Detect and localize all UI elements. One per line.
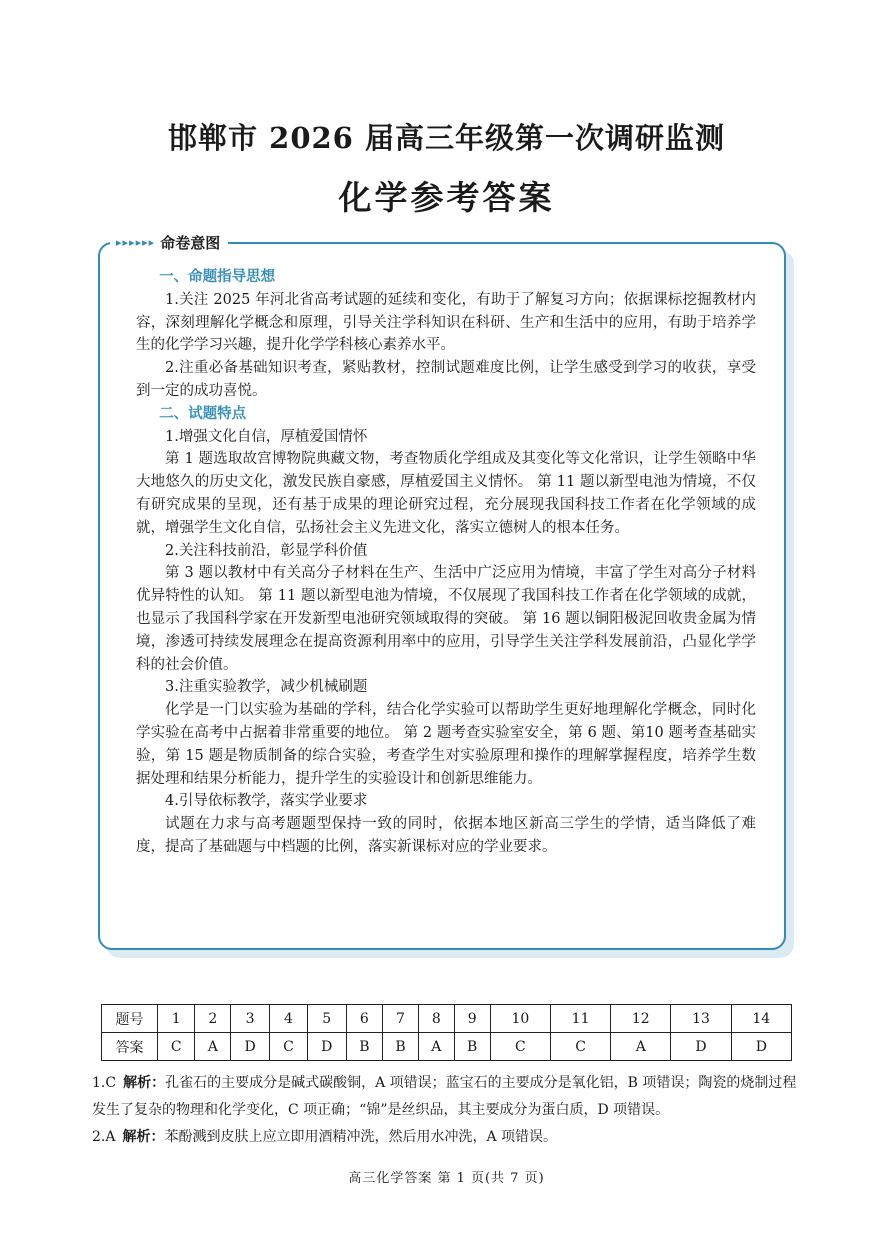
answer-cell: D: [231, 1033, 270, 1061]
table-row-answers: [102, 1033, 792, 1061]
answer-cell: A: [419, 1033, 455, 1061]
answer-cell: C: [270, 1033, 307, 1061]
explanation-label: 解析：: [122, 1129, 165, 1145]
page-subtitle: 化学参考答案: [338, 178, 555, 217]
section-heading: 二、试题特点: [159, 405, 247, 422]
paragraph: 4.引导依标教学，落实学业要求: [165, 793, 368, 810]
explanations: [92, 1070, 802, 1151]
explanation-text: 孔雀石的主要成分是碱式碳酸铜，A 项错误；蓝宝石的主要成分是氧化铝，B 项错误；陶瓷的烧制过程发生了复杂的物理和化学变化，C 项正确；“锦”是丝织品，其主要成分为蛋白质，D 项错误。: [92, 1075, 797, 1118]
answer-cell: C: [490, 1033, 550, 1061]
question-number-cell: 4: [270, 1005, 307, 1033]
question-number-cell: 10: [490, 1005, 550, 1033]
question-number-cell: 14: [731, 1005, 791, 1033]
explanation-item: [92, 1070, 802, 1124]
paragraph: 1.增强文化自信，厚植爱国情怀: [165, 428, 368, 445]
question-number-cell: 5: [307, 1005, 346, 1033]
paragraph: 2.注重必备基础知识考查，紧贴教材，控制试题难度比例，让学生感受到学习的收获，享受到一定的成功喜悦。: [136, 360, 756, 399]
page-footer: 高三化学答案 第 1 页(共 7 页): [348, 1171, 545, 1186]
paragraph: 第 3 题以教材中有关高分子材料在生产、生活中广泛应用为情境，丰富了学生对高分子材料优异特性的认知。 第 11 题以新型电池为情境，不仅展现了我国科技工作者在化学领域的成就，也显示了我国科学家在开发新型电池研究领域取得的突破。 第 16 题以铜阳极泥回收贵金属为情境，渗透可持续发展理念在提高资源利用率中的应用，引导学生关注学科发展前沿，凸显化学学科的社会价值。: [136, 565, 756, 673]
answer-cell: C: [158, 1033, 195, 1061]
paragraph: 第 1 题选取故宫博物院典藏文物，考查物质化学组成及其变化等文化常识，让学生领略中华大地悠久的历史文化，激发民族自豪感，厚植爱国主义情怀。 第 11 题以新型电池为情境，不仅有研究成果的呈现，还有基于成果的理论研究过程，充分展现我国科技工作者在化学领域的成就，增强学生文化自信，弘扬社会主义先进文化，落实立德树人的根本任务。: [136, 451, 756, 536]
answer-cell: A: [195, 1033, 231, 1061]
intent-label: 命卷意图: [160, 233, 221, 252]
arrow-decor-icon: ▸ ▸ ▸ ▸ ▸ ▸: [116, 235, 155, 249]
explanation-number: 1.C: [92, 1075, 117, 1091]
explanation-item: [92, 1124, 802, 1151]
section-heading: 一、命题指导思想: [159, 269, 276, 285]
paragraph: 3.注重实验教学，减少机械刷题: [165, 679, 368, 696]
table-row-numbers: [102, 1005, 792, 1033]
answer-cell: C: [550, 1033, 610, 1061]
answer-cell: D: [671, 1033, 731, 1061]
answer-cell: A: [611, 1033, 671, 1061]
question-number-cell: 13: [671, 1005, 731, 1033]
question-number-cell: 9: [454, 1005, 490, 1033]
table-header-cell: 答案: [102, 1033, 158, 1061]
explanation-text: 苯酚溅到皮肤上应立即用酒精冲洗，然后用水冲洗，A 项错误。: [164, 1129, 558, 1145]
answer-cell: D: [731, 1033, 791, 1061]
answer-table: [101, 1004, 792, 1061]
question-number-cell: 3: [231, 1005, 270, 1033]
paragraph: 化学是一门以实验为基础的学科，结合化学实验可以帮助学生更好地理解化学概念，同时化学实验在高考中占据着非常重要的地位。 第 2 题考查实验室安全，第 6 题、第10 题考查基础实验，第 15 题是物质制备的综合实验，考查学生对实验原理和操作的理解掌握程度，培养学生数据处理和结果分析能力，提升学生的实验设计和创新思维能力。: [136, 702, 756, 787]
question-number-cell: 1: [158, 1005, 195, 1033]
question-number-cell: 8: [419, 1005, 455, 1033]
intent-content: [136, 266, 756, 859]
question-number-cell: 2: [195, 1005, 231, 1033]
table-header-cell: 题号: [102, 1005, 158, 1033]
question-number-cell: 7: [382, 1005, 418, 1033]
intent-tag: [110, 230, 228, 254]
question-number-cell: 6: [346, 1005, 382, 1033]
answer-cell: B: [346, 1033, 382, 1061]
answer-cell: D: [307, 1033, 346, 1061]
paragraph: 试题在力求与高考题题型保持一致的同时，依据本地区新高三学生的学情，适当降低了难度，提高了基础题与中档题的比例，落实新课标对应的学业要求。: [136, 816, 756, 855]
answer-cell: B: [382, 1033, 418, 1061]
question-number-cell: 11: [550, 1005, 610, 1033]
page-title: 邯郸市 2026 届高三年级第一次调研监测: [168, 121, 725, 155]
question-number-cell: 12: [611, 1005, 671, 1033]
explanation-number: 2.A: [92, 1129, 116, 1145]
paragraph: 1.关注 2025 年河北省高考试题的延续和变化，有助于了解复习方向；依据课标挖掘教材内容，深刻理解化学概念和原理，引导关注学科知识在科研、生产和生活中的应用，有助于培养学生的化学学习兴趣，提升化学学科核心素养水平。: [136, 291, 756, 354]
paragraph: 2.关注科技前沿，彰显学科价值: [165, 542, 368, 559]
explanation-label: 解析：: [123, 1075, 166, 1091]
answer-cell: B: [454, 1033, 490, 1061]
